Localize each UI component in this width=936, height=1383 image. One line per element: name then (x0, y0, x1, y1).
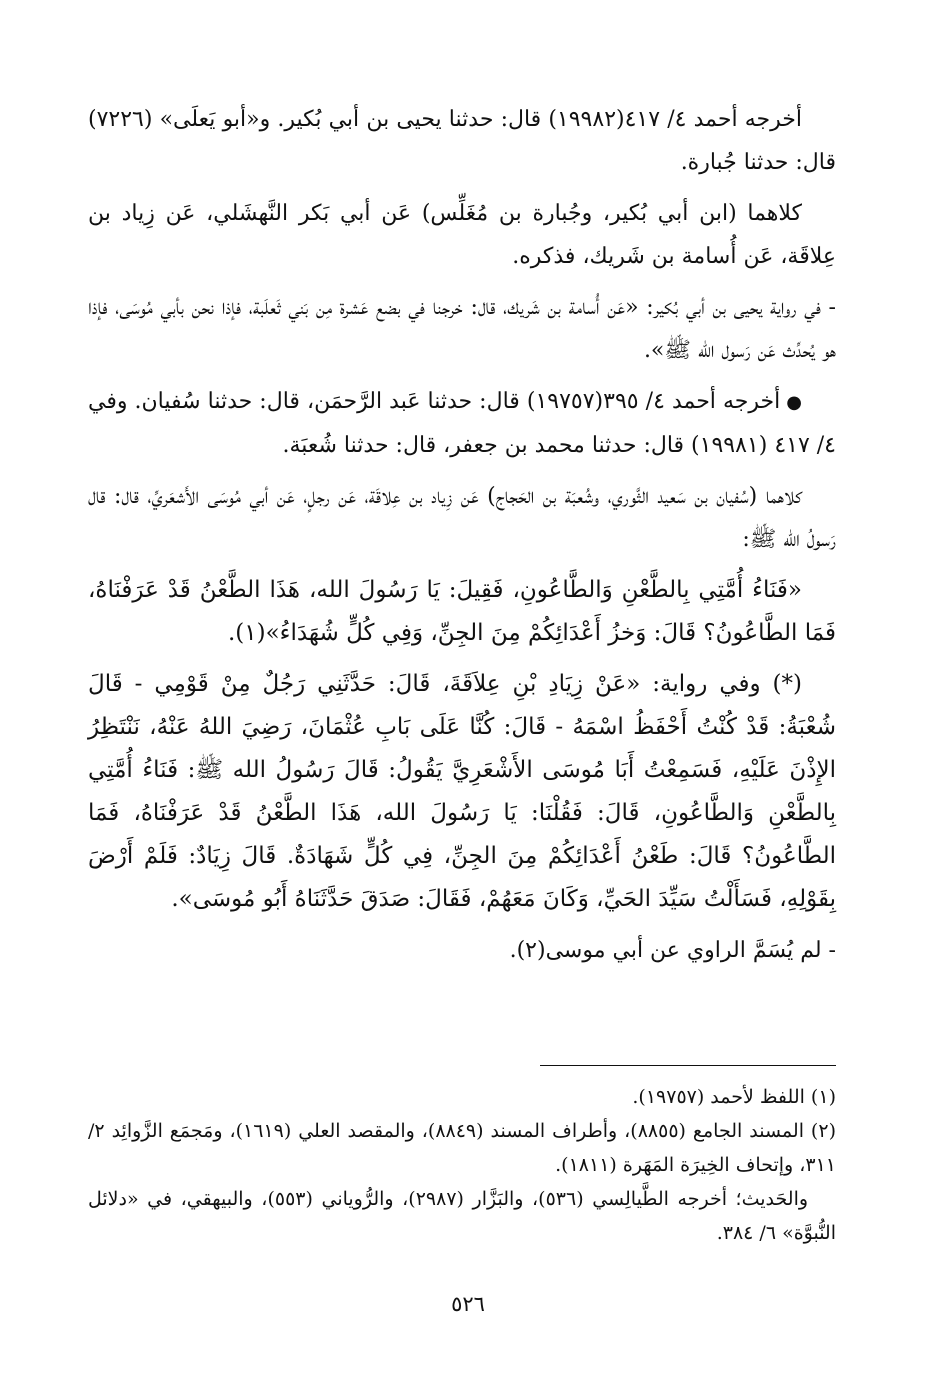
footnote-divider (540, 1065, 836, 1066)
paragraph-other-riwaya: (*) وفي رواية: «عَنْ زِيَادِ بْنِ عِلاَقَةَ، قَالَ: حَدَّثَنِي رَجُلٌ مِنْ قَوْمِي - قَالَ شُعْبَةُ: قَدْ كُنْتُ أَحْفَظُ اسْمَهُ - قَالَ: كُنَّا عَلَى بَابِ عُثْمَانَ، رَضِيَ اللهُ عَنْهُ، نَنْتَظِرُ الإِذْنَ عَلَيْهِ، فَسَمِعْتُ أَبَا مُوسَى الأَشْعَرِيَّ يَقُولُ: قَالَ رَسُولُ الله ﷺ: فَنَاءُ أُمَّتِي بِالطَّعْنِ وَالطَّاعُونِ، قَالَ: فَقُلْنَا: يَا رَسُولَ الله، هَذَا الطَّعْنُ قَدْ عَرَفْنَاهُ، فَمَا الطَّاعُونُ؟ قَالَ: طَعْنُ أَعْدَائِكُمْ مِنَ الجِنِّ، فِي كُلٍّ شَهَادَةٌ. قَالَ زِيَادٌ: فَلَمْ أَرْضَ بِقَوْلِهِ، فَسَأَلْتُ سَيِّدَ الحَيِّ، وَكَانَ مَعَهُمْ، فَقَالَ: صَدَقَ حَدَّثَنَاهُ أَبُو مُوسَى». (88, 671, 836, 912)
footnotes (88, 1080, 836, 1250)
hadith-text: «فَنَاءُ أُمَّتِي بِالطَّعْنِ وَالطَّاعُونِ، فَقِيلَ: يَا رَسُولَ الله، هَذَا الطَّعْنُ قَدْ عَرَفْنَاهُ، فَمَا الطَّاعُونُ؟ قَالَ: وَخزُ أَعْدَائِكُمْ مِنَ الجِنِّ، وَفِي كُلٍّ شُهَدَاءُ»(١). (88, 577, 836, 646)
bullet-icon: ● (786, 392, 803, 413)
paragraph-takhrij-2 (88, 380, 836, 467)
footnote-2: (٢) المسند الجامع (٨٨٥٥)، وأطراف المسند (٨٨٤٩)، والمقصد العلي (١٦١٩)، ومَجمَع الزَّوائِد ٢/ ٣١١، وإتحاف الخِيرَة المَهَرة (١٨١١). (88, 1120, 836, 1176)
footnote-2-continued: والحَديث؛ أخرجه الطَّيالِسي (٥٣٦)، والبَزَّار (٢٩٨٧)، والرُّوياني (٥٥٣)، والبيهقي، في «دلائل النُّبوَّة» ٦/ ٣٨٤. (88, 1188, 836, 1244)
main-text (88, 98, 836, 980)
paragraph-takhrij-2-text: أخرجه أحمد ٤/ ٣٩٥(١٩٧٥٧) قال: حدثنا عَبد الرَّحمَن، قال: حدثنا سُفيان. وفي ٤/ ٤١٧ (١٩٩٨١) قال: حدثنا محمد بن جعفر، قال: حدثنا شُعبَة. (88, 389, 836, 458)
paragraph-chain-2: كلاهما (سُفيان بن سَعيد الثَّوري، وشُعبَة بن الحَجاج) عَن زِياد بن عِلاقَة، عَن رجلٍ، عَن أبي مُوسَى الأَشعَريِّ، قال: قال رَسولُ الله ﷺ: (88, 484, 836, 552)
paragraph-riwaya-note: - في رواية يحيى بن أبي بُكير: «عَن أُسامة بن شَريك، قال: خرجنا في بضع عَشرة مِن بَني ثَعلَبة، فإذا نحن بأبي مُوسَى، فإذا هو يُحدِّث عَن رَسول الله ﷺ». (88, 295, 836, 363)
page-number: ٥٢٦ (451, 1292, 485, 1316)
paragraph-narrator-note: - لم يُسَمَّ الراوي عن أبي موسى(٢). (509, 938, 836, 963)
paragraph-takhrij-1: أخرجه أحمد ٤/ ٤١٧(١٩٩٨٢) قال: حدثنا يحيى بن أبي بُكير. و«أبو يَعلَى» (٧٢٢٦) قال: حدثنا جُبارة. (88, 107, 836, 175)
footnote-1: (١) اللفظ لأحمد (١٩٧٥٧). (632, 1086, 836, 1108)
paragraph-chain-1: كلاهما (ابن أبي بُكير، وجُبارة بن مُغَلِّس) عَن أبي بَكر النَّهشَلي، عَن زِياد بن عِلاقَة، عَن أُسامة بن شَريك، فذكره. (88, 201, 836, 269)
